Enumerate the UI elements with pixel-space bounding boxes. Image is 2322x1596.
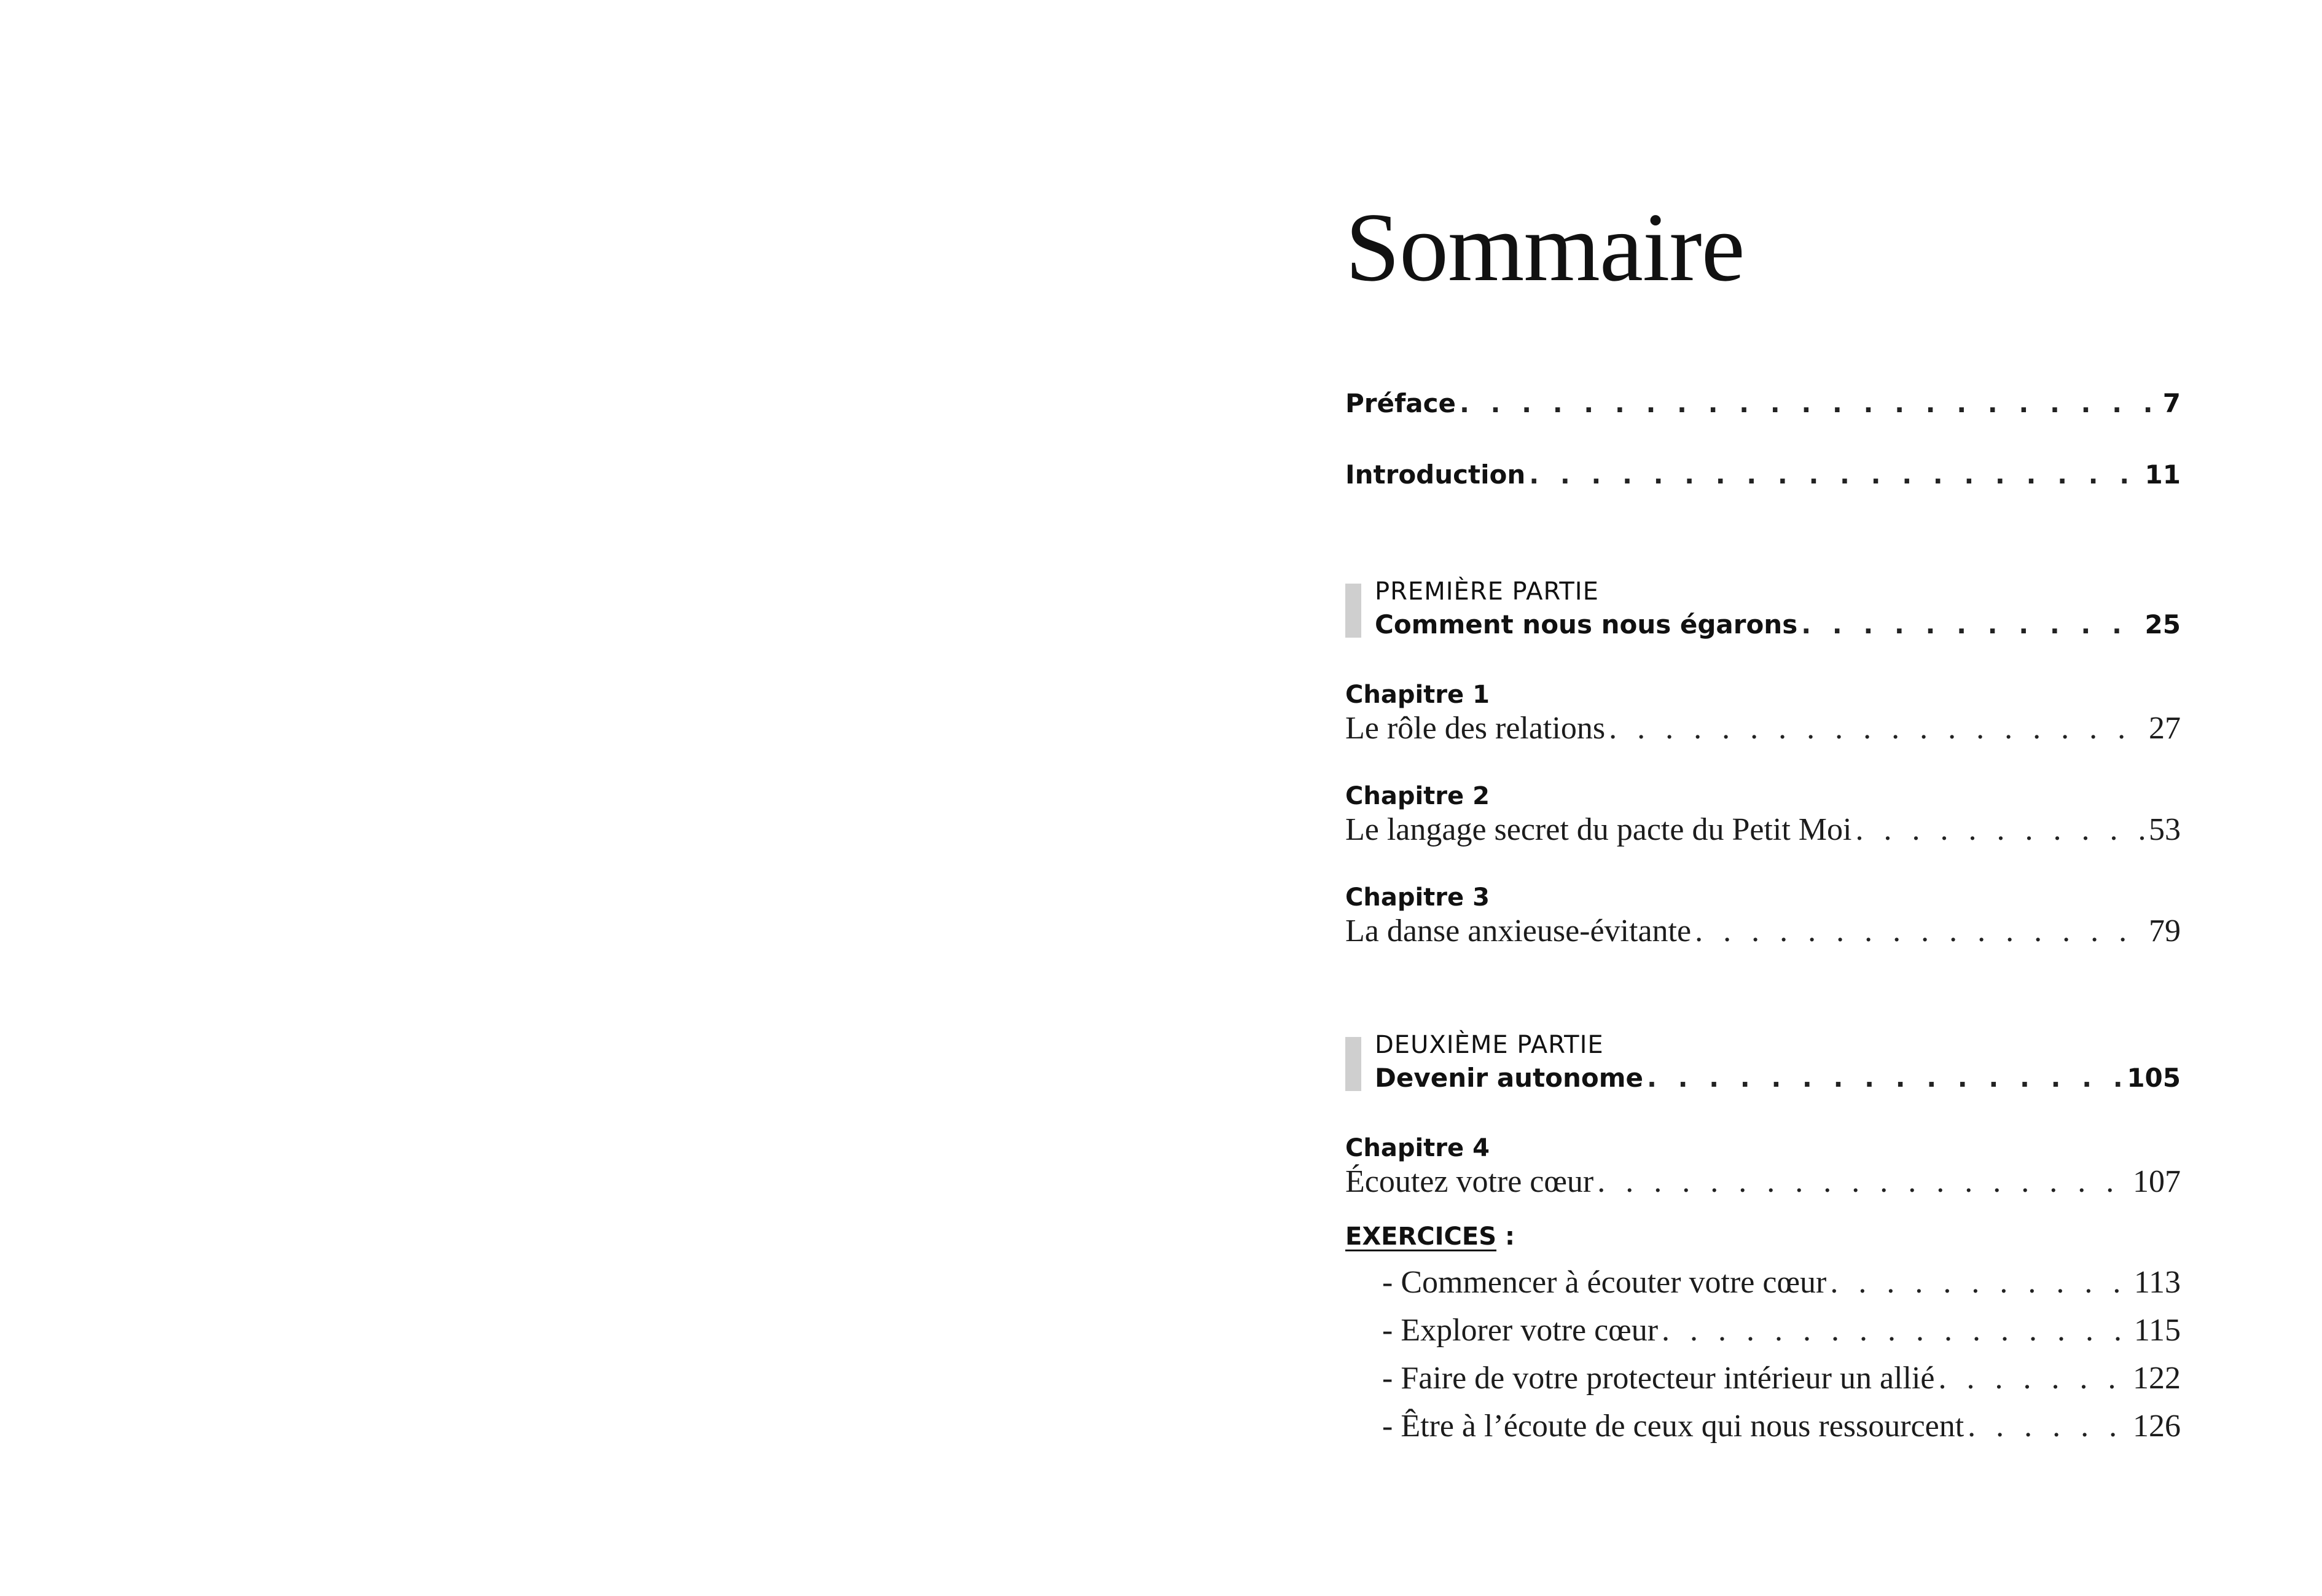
toc-entry-preface[interactable] [1345,388,2181,418]
toc-entry-part-2[interactable] [1375,1063,2181,1093]
part-eyebrow: DEUXIÈME PARTIE [1375,1031,1604,1059]
toc-entry-part-1[interactable] [1375,609,2181,640]
dot-leader [1855,812,2145,848]
toc-entry-exercise-3[interactable] [1382,1360,2181,1396]
dot-leader [1597,1164,2129,1200]
dot-leader [1968,1408,2129,1444]
dot-leader [1529,460,2141,490]
part-marker-bar [1345,1037,1361,1091]
toc-entry-label: Écoutez votre cœur [1345,1164,1594,1199]
toc-entry-page: 7 [2162,388,2181,418]
toc-entry-chapter-2[interactable] [1345,812,2181,848]
toc-entry-label: Le langage secret du pacte du Petit Moi [1345,812,1852,847]
dot-leader [1662,1312,2130,1348]
toc-entry-chapter-1[interactable] [1345,710,2181,746]
toc-entry-page: 115 [2133,1313,2181,1348]
toc-entry-label: - Faire de votre protecteur intérieur un allié [1382,1361,1935,1396]
toc-entry-chapter-3[interactable] [1345,913,2181,949]
toc-entry-label: La danse anxieuse-évitante [1345,913,1692,949]
toc-entry-label: Le rôle des relations [1345,711,1606,746]
dot-leader [1801,609,2141,640]
toc-entry-page: 11 [2144,460,2181,490]
toc-entry-page: 107 [2133,1164,2181,1199]
dot-leader [1609,710,2145,746]
toc-entry-label: Devenir autonome [1375,1063,1644,1093]
toc-entry-label: - Être à l’écoute de ceux qui nous ressourcent [1382,1409,1964,1444]
toc-entry-label: Comment nous nous égarons [1375,609,1798,640]
exercises-heading [1345,1222,1515,1251]
toc-entry-label: Introduction [1345,460,1526,490]
part-marker-bar [1345,584,1361,638]
toc-entry-page: 113 [2133,1265,2181,1300]
toc-entry-page: 53 [2149,812,2181,847]
dot-leader [1939,1360,2130,1396]
part-eyebrow: PREMIÈRE PARTIE [1375,577,1599,606]
chapter-label-4: Chapitre 4 [1345,1134,1490,1162]
toc-entry-label: - Explorer votre cœur [1382,1313,1659,1348]
page-title: Sommaire [1345,192,1745,302]
dot-leader [1695,913,2145,949]
toc-entry-label: - Commencer à écouter votre cœur [1382,1265,1827,1300]
toc-entry-page: 105 [2127,1063,2181,1093]
toc-entry-page: 25 [2144,609,2181,640]
toc-entry-exercise-1[interactable] [1382,1264,2181,1301]
dot-leader [1460,388,2159,418]
toc-entry-page: 126 [2133,1409,2181,1444]
toc-entry-page: 27 [2149,711,2181,746]
toc-entry-chapter-4[interactable] [1345,1164,2181,1200]
chapter-label-2: Chapitre 2 [1345,782,1490,810]
toc-entry-exercise-2[interactable] [1382,1312,2181,1348]
toc-entry-exercise-4[interactable] [1382,1408,2181,1444]
toc-entry-label: Préface [1345,388,1456,418]
chapter-label-3: Chapitre 3 [1345,883,1490,912]
chapter-label-1: Chapitre 1 [1345,681,1490,709]
exercises-label: EXERCICES [1345,1222,1497,1251]
toc-entry-page: 79 [2149,913,2181,949]
dot-leader [1647,1063,2123,1093]
dot-leader [1830,1264,2130,1301]
toc-entry-page: 122 [2133,1361,2181,1396]
toc-entry-introduction[interactable] [1345,460,2181,490]
exercises-suffix: : [1496,1222,1515,1251]
